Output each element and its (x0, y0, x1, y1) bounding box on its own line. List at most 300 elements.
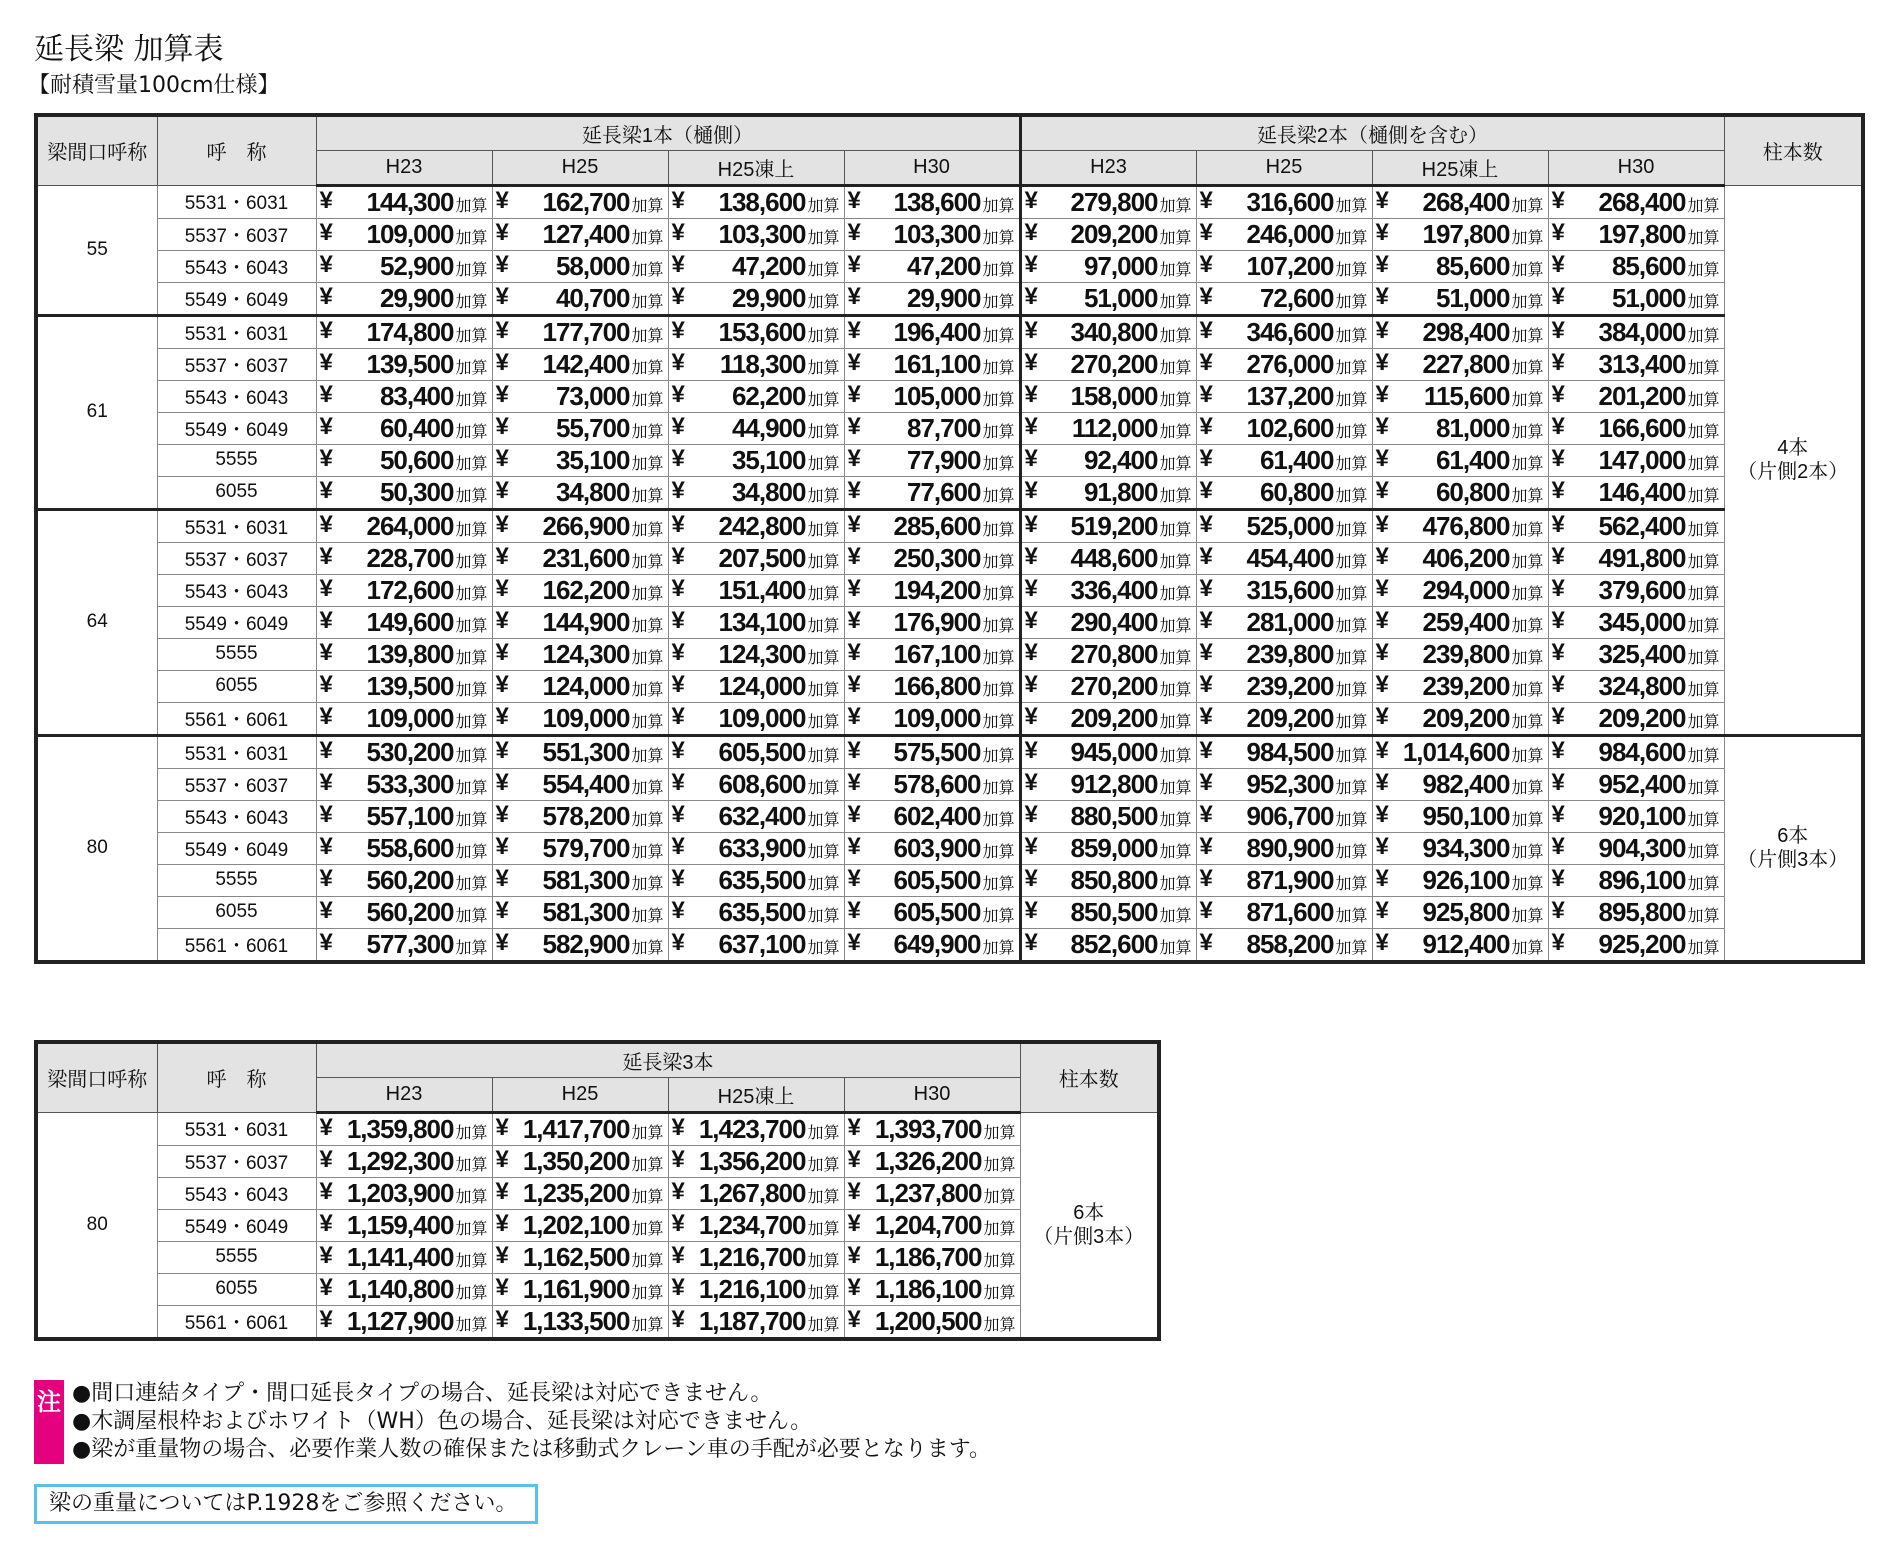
price-amount: 605,500 (893, 864, 981, 895)
price-amount: 1,292,300 (346, 1145, 454, 1176)
price-amount: 340,800 (1070, 316, 1158, 347)
addition-label: 加算 (455, 455, 488, 473)
yen-sign: ¥ (671, 316, 685, 344)
price-value (543, 575, 664, 606)
price-cell (1372, 896, 1548, 928)
yen-sign: ¥ (1375, 218, 1389, 246)
price-value (347, 1242, 488, 1273)
yen-sign: ¥ (495, 832, 509, 860)
price-value (1423, 219, 1544, 250)
price-cell (1548, 380, 1724, 412)
addition-label: 加算 (1511, 553, 1544, 571)
price-amount: 1,359,800 (346, 1113, 454, 1144)
price-cell (1548, 670, 1724, 702)
price-value (347, 1210, 488, 1241)
price-amount: 1,202,100 (522, 1209, 630, 1240)
addition-label: 加算 (807, 1284, 840, 1302)
yen-sign: ¥ (847, 476, 861, 504)
header-h25-frost: H25凍上 (668, 1077, 844, 1112)
price-value (1071, 639, 1192, 670)
addition-label: 加算 (1687, 939, 1720, 957)
yen-sign: ¥ (1551, 542, 1565, 570)
price-amount: 51,000 (1435, 282, 1510, 313)
price-value (719, 639, 840, 670)
addition-label: 加算 (455, 261, 488, 279)
addition-label: 加算 (807, 359, 840, 377)
addition-label: 加算 (1335, 553, 1368, 571)
addition-label: 加算 (455, 779, 488, 797)
table-row (36, 315, 1863, 348)
yen-sign: ¥ (1199, 380, 1213, 408)
price-amount: 285,600 (893, 510, 981, 541)
price-value (1599, 865, 1720, 896)
price-amount: 1,204,700 (874, 1209, 982, 1240)
price-amount: 602,400 (893, 800, 981, 831)
price-amount: 1,014,600 (1402, 736, 1510, 767)
price-amount: 491,800 (1598, 542, 1686, 573)
addition-label: 加算 (807, 779, 840, 797)
price-amount: 1,216,100 (698, 1273, 806, 1304)
price-amount: 608,600 (718, 768, 806, 799)
price-cell (668, 380, 844, 412)
yen-sign: ¥ (1199, 864, 1213, 892)
addition-label: 加算 (982, 713, 1015, 731)
yen-sign: ¥ (495, 282, 509, 310)
price-value (556, 477, 664, 508)
price-value (543, 737, 664, 768)
price-amount: 92,400 (1083, 444, 1158, 475)
price-amount: 239,800 (1422, 638, 1510, 669)
addition-label: 加算 (807, 585, 840, 603)
table-row (36, 218, 1863, 250)
price-cell (668, 444, 844, 476)
price-amount: 242,800 (718, 510, 806, 541)
price-value (894, 929, 1015, 960)
price-value (907, 477, 1015, 508)
price-amount: 61,400 (1435, 444, 1510, 475)
yen-sign: ¥ (495, 510, 509, 538)
addition-label: 加算 (1511, 197, 1544, 215)
table-row (36, 509, 1863, 542)
price-value (1247, 703, 1368, 734)
yen-sign: ¥ (319, 476, 333, 504)
yen-sign: ¥ (847, 1145, 861, 1173)
price-cell (844, 928, 1020, 962)
addition-label: 加算 (1159, 487, 1192, 505)
price-cell (1196, 768, 1372, 800)
yen-sign: ¥ (1375, 542, 1389, 570)
price-cell (1548, 928, 1724, 962)
price-value (1247, 607, 1368, 638)
price-cell (1548, 476, 1724, 509)
posts-per-side: （片側3本） (1033, 1225, 1145, 1248)
price-cell (844, 1241, 1020, 1273)
header-h30: H30 (844, 150, 1020, 185)
price-amount: 533,300 (366, 768, 454, 799)
price-cell (844, 218, 1020, 250)
price-cell (668, 670, 844, 702)
addition-label: 加算 (1335, 875, 1368, 893)
price-cell (1196, 315, 1372, 348)
header-h25-frost: H25凍上 (1372, 150, 1548, 185)
yen-sign: ¥ (319, 282, 333, 310)
table-row (36, 542, 1863, 574)
price-value (719, 737, 840, 768)
yen-sign: ¥ (495, 638, 509, 666)
price-cell (844, 638, 1020, 670)
price-value (732, 477, 840, 508)
addition-label: 加算 (1335, 907, 1368, 925)
addition-label: 加算 (631, 487, 664, 505)
yen-sign: ¥ (671, 896, 685, 924)
model-name-cell: 5543・6043 (157, 574, 316, 606)
yen-sign: ¥ (319, 670, 333, 698)
price-value (894, 671, 1015, 702)
yen-sign: ¥ (495, 218, 509, 246)
price-amount: 124,000 (718, 670, 806, 701)
header-span: 梁間口呼称 (36, 1042, 157, 1112)
table-row (36, 444, 1863, 476)
price-cell (668, 282, 844, 315)
price-value (699, 1146, 840, 1177)
price-value (523, 1242, 664, 1273)
price-cell (1020, 864, 1196, 896)
header-group-2beam: 延長梁2本（樋側を含む） (1020, 115, 1724, 150)
addition-label: 加算 (1159, 713, 1192, 731)
addition-label: 加算 (455, 747, 488, 765)
price-cell (1548, 864, 1724, 896)
price-cell (1020, 832, 1196, 864)
price-amount: 162,700 (542, 186, 630, 217)
yen-sign: ¥ (847, 1305, 861, 1333)
addition-label: 加算 (1159, 197, 1192, 215)
price-value (732, 283, 840, 314)
price-amount: 325,400 (1598, 638, 1686, 669)
price-amount: 558,600 (366, 832, 454, 863)
price-cell (1196, 282, 1372, 315)
price-value (1599, 381, 1720, 412)
addition-label: 加算 (1687, 423, 1720, 441)
yen-sign: ¥ (847, 1273, 861, 1301)
header-group-3beam: 延長梁3本 (316, 1042, 1020, 1077)
addition-label: 加算 (631, 553, 664, 571)
price-value (894, 737, 1015, 768)
price-value (523, 1146, 664, 1177)
price-value (1247, 801, 1368, 832)
price-cell (316, 638, 492, 670)
price-value (1599, 543, 1720, 574)
price-cell (668, 735, 844, 768)
yen-sign: ¥ (671, 1273, 685, 1301)
price-value (367, 769, 488, 800)
price-cell (1196, 185, 1372, 218)
addition-label: 加算 (455, 1220, 488, 1238)
price-cell (492, 542, 668, 574)
price-amount: 166,800 (893, 670, 981, 701)
yen-sign: ¥ (1199, 768, 1213, 796)
price-value (543, 317, 664, 348)
price-value (367, 511, 488, 542)
price-value (1599, 833, 1720, 864)
price-cell (1372, 928, 1548, 962)
addition-label: 加算 (982, 455, 1015, 473)
yen-sign: ¥ (1551, 218, 1565, 246)
addition-label: 加算 (1511, 521, 1544, 539)
yen-sign: ¥ (1551, 800, 1565, 828)
price-value (719, 833, 840, 864)
price-cell (316, 185, 492, 218)
price-cell (668, 864, 844, 896)
model-name-cell: 5531・6031 (157, 735, 316, 768)
price-cell (668, 1177, 844, 1209)
yen-sign: ¥ (847, 186, 861, 214)
header-h23: H23 (316, 150, 492, 185)
addition-label: 加算 (455, 1156, 488, 1174)
yen-sign: ¥ (1551, 510, 1565, 538)
model-name-cell: 5561・6061 (157, 702, 316, 735)
price-amount: 926,100 (1422, 864, 1510, 895)
yen-sign: ¥ (847, 1113, 861, 1141)
addition-label: 加算 (631, 779, 664, 797)
price-cell (316, 896, 492, 928)
addition-label: 加算 (983, 1316, 1016, 1334)
yen-sign: ¥ (671, 638, 685, 666)
price-amount: 127,400 (542, 218, 630, 249)
addition-label: 加算 (1511, 875, 1544, 893)
price-value (1084, 251, 1192, 282)
posts-per-side: （片側3本） (1737, 849, 1849, 871)
price-cell (1548, 348, 1724, 380)
price-amount: 209,200 (1598, 702, 1686, 733)
addition-label: 加算 (1335, 229, 1368, 247)
price-cell (844, 606, 1020, 638)
yen-sign: ¥ (319, 864, 333, 892)
addition-label: 加算 (982, 423, 1015, 441)
price-value (367, 929, 488, 960)
yen-sign: ¥ (495, 186, 509, 214)
addition-label: 加算 (1511, 649, 1544, 667)
addition-label: 加算 (1159, 939, 1192, 957)
posts-count: 6本 (1073, 1201, 1105, 1224)
price-value (1260, 477, 1368, 508)
addition-label: 加算 (982, 487, 1015, 505)
price-value (1599, 607, 1720, 638)
price-value (1423, 543, 1544, 574)
price-cell (492, 218, 668, 250)
price-cell (1196, 928, 1372, 962)
yen-sign: ¥ (1024, 768, 1038, 796)
price-cell (492, 864, 668, 896)
price-value (1423, 801, 1544, 832)
price-amount: 139,800 (366, 638, 454, 669)
model-name-cell: 5537・6037 (157, 768, 316, 800)
model-name-cell: 5549・6049 (157, 1209, 316, 1241)
price-value (1599, 929, 1720, 960)
price-amount: 1,235,200 (522, 1177, 630, 1208)
yen-sign: ¥ (1024, 444, 1038, 472)
addition-label: 加算 (455, 811, 488, 829)
price-value (556, 283, 664, 314)
price-cell (1548, 735, 1724, 768)
price-cell (316, 476, 492, 509)
price-cell (1548, 896, 1724, 928)
price-value (380, 413, 488, 444)
notes-label: 注 (34, 1380, 64, 1464)
price-cell (1548, 606, 1724, 638)
price-amount: 138,600 (718, 186, 806, 217)
model-name-cell: 5537・6037 (157, 1145, 316, 1177)
addition-label: 加算 (1159, 811, 1192, 829)
yen-sign: ¥ (671, 864, 685, 892)
price-amount: 1,423,700 (698, 1113, 806, 1144)
price-cell (668, 185, 844, 218)
addition-label: 加算 (1687, 487, 1720, 505)
price-cell (1548, 832, 1724, 864)
addition-label: 加算 (1159, 391, 1192, 409)
price-amount: 313,400 (1598, 348, 1686, 379)
price-amount: 1,127,900 (346, 1305, 454, 1336)
addition-label: 加算 (1511, 585, 1544, 603)
price-amount: 264,000 (366, 510, 454, 541)
addition-label: 加算 (455, 907, 488, 925)
addition-label: 加算 (983, 1188, 1016, 1206)
price-value (1071, 219, 1192, 250)
price-value (720, 349, 840, 380)
addition-label: 加算 (982, 747, 1015, 765)
model-name-cell: 5537・6037 (157, 348, 316, 380)
yen-sign: ¥ (1199, 928, 1213, 956)
price-value (1071, 575, 1192, 606)
price-cell (1196, 476, 1372, 509)
price-cell (492, 1305, 668, 1339)
price-value (1247, 187, 1368, 218)
price-cell (1196, 574, 1372, 606)
price-cell (316, 670, 492, 702)
price-value (1260, 445, 1368, 476)
price-cell (492, 638, 668, 670)
yen-sign: ¥ (847, 380, 861, 408)
price-cell (844, 670, 1020, 702)
addition-label: 加算 (455, 293, 488, 311)
model-name-cell: 5555 (157, 638, 316, 670)
price-cell (1548, 412, 1724, 444)
price-value (894, 317, 1015, 348)
price-value (894, 639, 1015, 670)
addition-label: 加算 (1687, 779, 1720, 797)
price-value (1599, 639, 1720, 670)
yen-sign: ¥ (671, 1113, 685, 1141)
model-name-cell: 5555 (157, 1241, 316, 1273)
price-cell (316, 768, 492, 800)
price-amount: 315,600 (1246, 574, 1334, 605)
price-value (523, 1178, 664, 1209)
price-amount: 60,800 (1435, 476, 1510, 507)
price-cell (492, 1177, 668, 1209)
addition-label: 加算 (807, 293, 840, 311)
addition-label: 加算 (455, 229, 488, 247)
price-amount: 124,000 (542, 670, 630, 701)
price-amount: 34,800 (555, 476, 630, 507)
price-cell (1196, 638, 1372, 670)
addition-label: 加算 (1159, 521, 1192, 539)
addition-label: 加算 (631, 1124, 664, 1142)
price-cell (1020, 896, 1196, 928)
price-cell (316, 1209, 492, 1241)
yen-sign: ¥ (1024, 638, 1038, 666)
addition-label: 加算 (1335, 293, 1368, 311)
yen-sign: ¥ (495, 1241, 509, 1269)
yen-sign: ¥ (1024, 348, 1038, 376)
price-amount: 270,200 (1070, 670, 1158, 701)
addition-label: 加算 (1687, 293, 1720, 311)
posts-count: 6本 (1777, 825, 1809, 847)
table-row (36, 606, 1863, 638)
price-amount: 58,000 (555, 250, 630, 281)
price-cell (668, 218, 844, 250)
price-cell (1020, 735, 1196, 768)
yen-sign: ¥ (847, 316, 861, 344)
price-value (894, 349, 1015, 380)
price-value (907, 251, 1015, 282)
posts-per-side: （片側2本） (1737, 460, 1849, 483)
model-name-cell: 5531・6031 (157, 185, 316, 218)
yen-sign: ¥ (671, 1305, 685, 1333)
addition-label: 加算 (1687, 197, 1720, 215)
price-amount: 105,000 (893, 380, 981, 411)
addition-label: 加算 (807, 713, 840, 731)
price-cell (316, 250, 492, 282)
price-amount: 578,200 (542, 800, 630, 831)
price-cell (1548, 218, 1724, 250)
yen-sign: ¥ (671, 702, 685, 730)
price-cell (668, 638, 844, 670)
price-value (1247, 929, 1368, 960)
model-name-cell: 6055 (157, 1273, 316, 1305)
price-amount: 575,500 (893, 736, 981, 767)
header-h23: H23 (1020, 150, 1196, 185)
price-cell (1020, 348, 1196, 380)
addition-label: 加算 (631, 1316, 664, 1334)
yen-sign: ¥ (1375, 864, 1389, 892)
yen-sign: ¥ (671, 606, 685, 634)
price-value (894, 575, 1015, 606)
addition-label: 加算 (807, 423, 840, 441)
addition-label: 加算 (807, 649, 840, 667)
addition-label: 加算 (631, 681, 664, 699)
yen-sign: ¥ (1199, 606, 1213, 634)
price-cell (492, 1241, 668, 1273)
price-cell (844, 735, 1020, 768)
price-amount: 895,800 (1598, 896, 1686, 927)
price-amount: 635,500 (718, 896, 806, 927)
price-cell (492, 896, 668, 928)
price-value (1247, 671, 1368, 702)
yen-sign: ¥ (1551, 768, 1565, 796)
addition-label: 加算 (1511, 779, 1544, 797)
yen-sign: ¥ (1024, 476, 1038, 504)
price-amount: 1,187,700 (698, 1305, 806, 1336)
price-cell (492, 476, 668, 509)
addition-label: 加算 (1335, 617, 1368, 635)
addition-label: 加算 (983, 1124, 1016, 1142)
model-name-cell: 6055 (157, 670, 316, 702)
header-posts: 柱本数 (1020, 1042, 1159, 1112)
header-h25: H25 (492, 1077, 668, 1112)
price-value (1071, 929, 1192, 960)
addition-label: 加算 (1687, 521, 1720, 539)
yen-sign: ¥ (319, 896, 333, 924)
price-cell (668, 509, 844, 542)
